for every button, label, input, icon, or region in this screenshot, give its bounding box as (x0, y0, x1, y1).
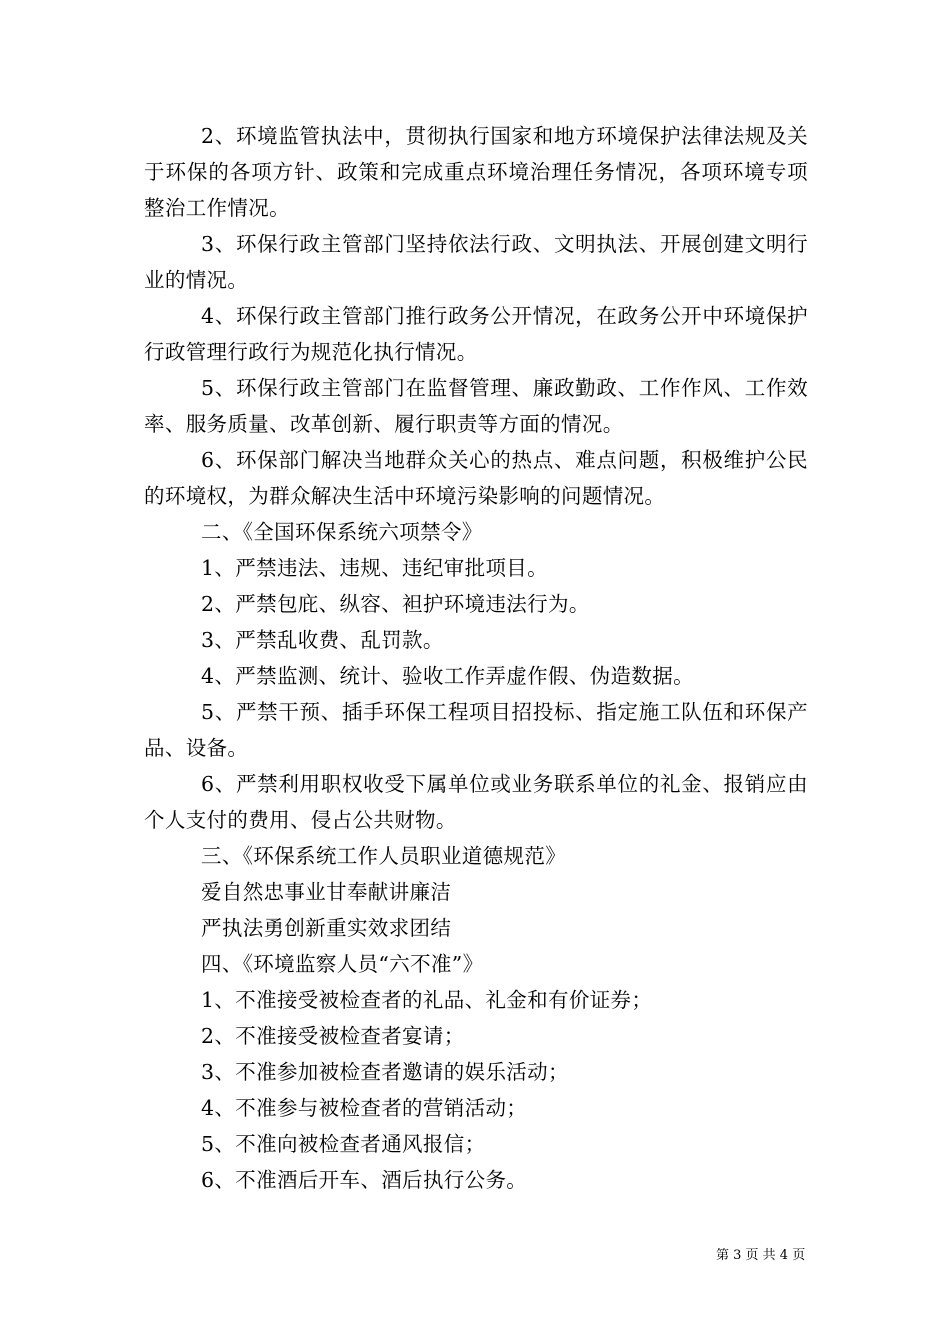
rule-item-1: 1、不准接受被检查者的礼品、礼金和有价证券； (201, 988, 653, 1012)
section-heading-ethics-code: 三、《环保系统工作人员职业道德规范》 (201, 844, 567, 868)
rule-item-5: 5、不准向被检查者通风报信； (201, 1132, 486, 1156)
document-body (144, 118, 808, 1198)
prohibition-item-5: 5、严禁干预、插手环保工程项目招投标、指定施工队伍和环保产品、设备。 (144, 700, 808, 760)
rule-item-2: 2、不准接受被检查者宴请； (201, 1024, 465, 1048)
paragraph-item-4-open-affairs: 4、环保行政主管部门推行政务公开情况，在政务公开中环境保护行政管理行政行为规范化执行情况。 (144, 304, 808, 364)
section-heading-six-prohibitions: 二、《全国环保系统六项禁令》 (201, 520, 483, 544)
prohibition-item-3: 3、严禁乱收费、乱罚款。 (201, 628, 444, 652)
prohibition-item-4: 4、严禁监测、统计、验收工作弄虚作假、伪造数据。 (201, 664, 694, 688)
paragraph-item-6-public-concerns: 6、环保部门解决当地群众关心的热点、难点问题，积极维护公民的环境权，为群众解决生活中环境污染影响的问题情况。 (144, 448, 808, 508)
rule-item-6: 6、不准酒后开车、酒后执行公务。 (201, 1168, 528, 1192)
prohibition-item-6: 6、严禁利用职权收受下属单位或业务联系单位的礼金、报销应由个人支付的费用、侵占公共财物。 (144, 772, 808, 832)
prohibition-item-2: 2、严禁包庇、纵容、袒护环境违法行为。 (201, 592, 590, 616)
paragraph-item-3-lawful-administration: 3、环保行政主管部门坚持依法行政、文明执法、开展创建文明行业的情况。 (144, 232, 808, 292)
ethics-line-1: 爱自然忠事业甘奉献讲廉洁 (201, 880, 452, 904)
prohibition-item-1: 1、严禁违法、违规、违纪审批项目。 (201, 556, 548, 580)
page-number-footer: 第 3 页 共 4 页 (716, 1248, 806, 1263)
section-heading-six-not-allowed: 四、《环境监察人员“六不准”》 (201, 952, 484, 976)
ethics-line-2: 严执法勇创新重实效求团结 (201, 916, 452, 940)
paragraph-item-5-management: 5、环保行政主管部门在监督管理、廉政勤政、工作作风、工作效率、服务质量、改革创新、履行职责等方面的情况。 (144, 376, 808, 436)
paragraph-item-2-supervision: 2、环境监管执法中，贯彻执行国家和地方环境保护法律法规及关于环保的各项方针、政策和完成重点环境治理任务情况，各项环境专项整治工作情况。 (144, 124, 808, 220)
rule-item-3: 3、不准参加被检查者邀请的娱乐活动； (201, 1060, 569, 1084)
rule-item-4: 4、不准参与被检查者的营销活动； (201, 1096, 528, 1120)
